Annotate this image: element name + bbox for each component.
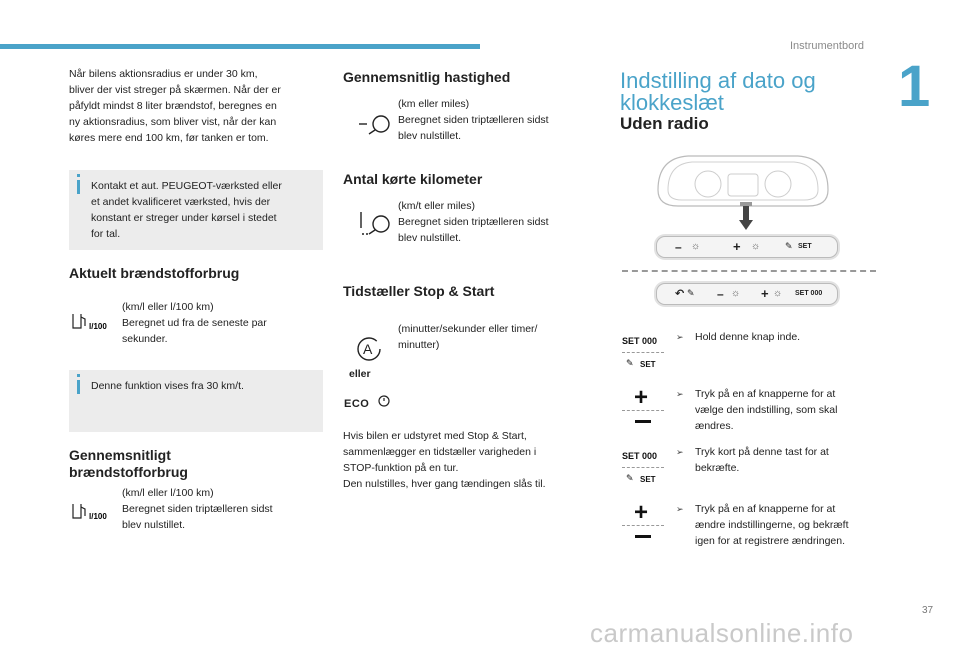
step-arrow-icon: ➢ (676, 447, 684, 457)
heading-line: brændstofforbrug (69, 464, 188, 480)
stop-start-para-line: sammenlægger en tidstæller varigheden i (343, 446, 537, 458)
watermark: carmanualsonline.info (590, 618, 854, 648)
header-accent-bar (0, 44, 480, 49)
intro-paragraph (69, 66, 319, 146)
step-arrow-icon: ➢ (676, 389, 684, 399)
intro-line: ny aktionsradius, som bliver vist, når der kan (69, 116, 277, 128)
sub-title: Uden radio (620, 114, 709, 133)
brightness-icon: ☼ (751, 241, 761, 252)
average-line: blev nulstillet. (122, 519, 186, 531)
plus-button-label[interactable]: + (761, 286, 769, 301)
distance-icon (357, 208, 393, 238)
distance-line: Beregnet siden triptælleren sidst (398, 216, 549, 228)
step-text: bekræfte. (695, 462, 740, 474)
intro-line: påfyldt mindst 8 liter brændstof, beregnes en (69, 100, 277, 112)
intro-line: køres mere end 100 km, før tanken er tom. (69, 132, 269, 144)
step-arrow-icon: ➢ (676, 332, 684, 342)
current-line: Beregnet ud fra de seneste par (122, 317, 267, 329)
heading-stop-start: Tidstæller Stop & Start (343, 283, 495, 299)
chapter-number: 1 (898, 54, 931, 119)
wrench-icon: ✎ (626, 473, 634, 483)
info-line: Kontakt et aut. PEUGEOT-værksted eller (91, 180, 282, 192)
info-line: Denne funktion vises fra 30 km/t. (91, 380, 244, 392)
plus-button-label[interactable]: + (733, 239, 741, 254)
plus-minus-icon: + (622, 503, 666, 543)
set-button-label[interactable]: SET (798, 243, 812, 250)
info-icon (77, 174, 80, 177)
intro-line: bliver der vist streger på skærmen. Når der er (69, 84, 281, 96)
fuel-icon-label: l/100 (89, 512, 107, 521)
set-key-bottom-label: SET (640, 475, 656, 484)
average-line: (km/l eller l/100 km) (122, 487, 214, 499)
info-box (69, 170, 323, 250)
stop-start-para-line: STOP-funktion på en tur. (343, 462, 459, 474)
stop-start-icon (353, 334, 385, 364)
speed-line: (km eller miles) (398, 98, 470, 110)
set-key-divider (622, 467, 664, 468)
step-text: ændre indstillingerne, og bekræft (695, 519, 849, 531)
brightness-icon: ☼ (731, 288, 741, 299)
step-text: igen for at registrere ændringen. (695, 535, 845, 547)
minus-button-label[interactable]: – (675, 240, 682, 254)
wrench-icon: ✎ (626, 358, 634, 368)
intro-line: Når bilens aktionsradius er under 30 km, (69, 68, 258, 80)
step-text: Tryk på en af knapperne for at (695, 503, 836, 515)
info-line: konstant er streger under kørsel i stedet (91, 212, 277, 224)
stop-start-para-line: Den nulstilles, hver gang tændingen slås til. (343, 478, 546, 490)
step-text: ændres. (695, 420, 734, 432)
divider (622, 270, 876, 272)
heading-line: Gennemsnitligt (69, 447, 171, 463)
current-line: sekunder. (122, 333, 168, 345)
speed-line: blev nulstillet. (398, 130, 462, 142)
step-text: Hold denne knap inde. (695, 331, 801, 343)
stop-start-line: minutter) (398, 339, 440, 351)
info-icon-bar (77, 180, 80, 194)
section-title-line: klokkeslæt (620, 90, 724, 115)
back-icon[interactable]: ↶ (675, 288, 685, 300)
fuel-icon-label: l/100 (89, 322, 107, 331)
stop-start-para-line: Hvis bilen er udstyret med Stop & Start, (343, 430, 527, 442)
brightness-icon: ☼ (691, 241, 701, 252)
heading-average-consumption (69, 447, 188, 481)
set-key-divider (622, 352, 664, 353)
step-text: Tryk kort på denne tast for at (695, 446, 829, 458)
info-icon (77, 374, 80, 377)
heading-average-speed: Gennemsnitlig hastighed (343, 69, 511, 85)
heading-distance: Antal kørte kilometer (343, 171, 483, 187)
pointer-arrow-icon (739, 202, 753, 232)
plus-minus-icon: + (622, 388, 666, 428)
speed-line: Beregnet siden triptælleren sidst (398, 114, 549, 126)
eco-label: ECO (344, 398, 370, 410)
fuel-consumption-icon (70, 312, 116, 332)
section-title-line: Indstilling af dato og (620, 68, 816, 93)
step-arrow-icon: ➢ (676, 504, 684, 514)
set-key-bottom-label: SET (640, 360, 656, 369)
average-speed-icon (357, 110, 393, 136)
section-title (620, 70, 860, 114)
set-button-label[interactable]: SET 000 (795, 290, 823, 297)
brightness-icon: ☼ (773, 288, 783, 299)
step-text: vælge den indstilling, som skal (695, 404, 838, 416)
stop-start-paragraph (343, 428, 593, 492)
stop-start-icon-letter: A (363, 341, 373, 357)
heading-current-consumption: Aktuelt brændstofforbrug (69, 265, 240, 281)
distance-line: (km/t eller miles) (398, 200, 476, 212)
fuel-consumption-icon (70, 502, 116, 522)
button-panel (656, 283, 838, 305)
page-number: 37 (922, 605, 934, 616)
average-line: Beregnet siden triptælleren sidst (122, 503, 273, 515)
info-icon-bar (77, 380, 80, 394)
or-label: eller (349, 368, 371, 380)
eco-icon (344, 394, 394, 410)
wrench-icon: ✎ (785, 241, 793, 251)
set-key-top-label: SET 000 (622, 336, 658, 346)
set-key-top-label: SET 000 (622, 451, 658, 461)
set-key-icon (622, 336, 666, 372)
distance-line: blev nulstillet. (398, 232, 462, 244)
info-box (69, 370, 323, 432)
stop-start-line: (minutter/sekunder eller timer/ (398, 323, 538, 335)
minus-button-label[interactable]: – (717, 287, 724, 301)
current-line: (km/l eller l/100 km) (122, 301, 214, 313)
section-name: Instrumentbord (790, 40, 864, 52)
button-panel (656, 236, 838, 258)
wrench-icon: ✎ (687, 288, 695, 298)
info-line: for tal. (91, 228, 121, 240)
info-line: et andet kvalificeret værksted, hvis der (91, 196, 271, 208)
step-text: Tryk på en af knapperne for at (695, 388, 836, 400)
set-key-icon (622, 451, 666, 487)
